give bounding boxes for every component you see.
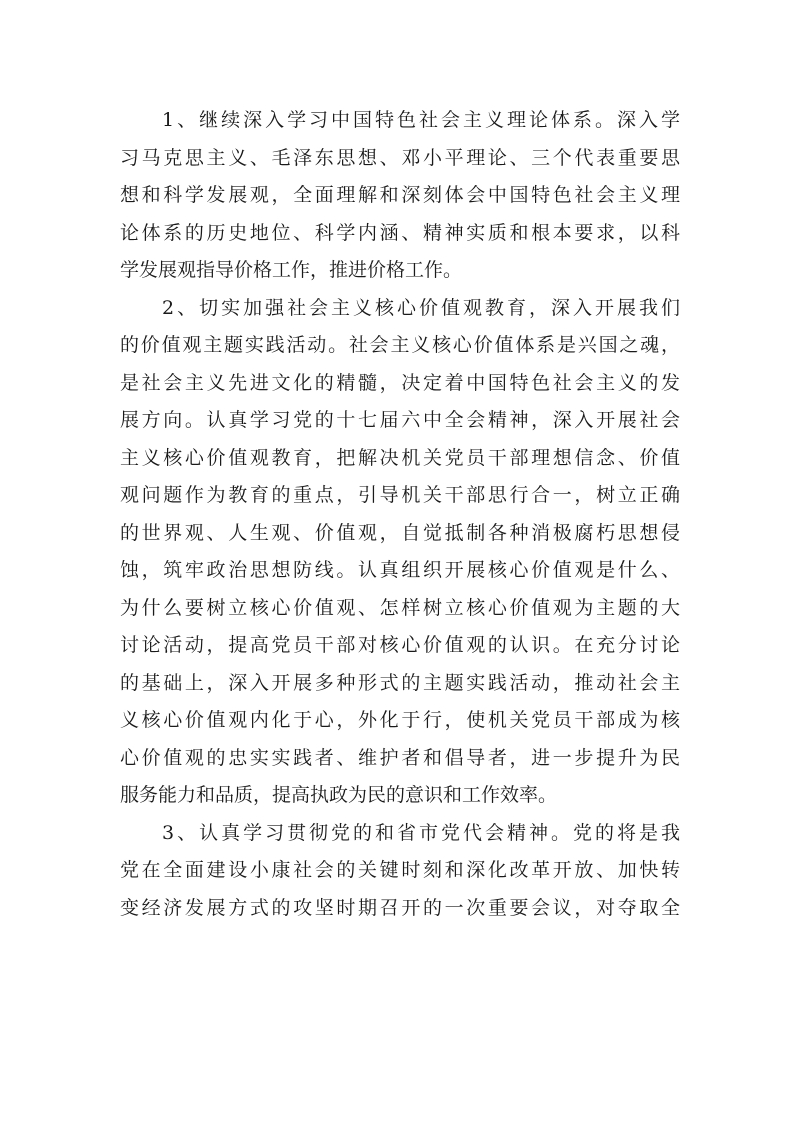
paragraph-3-line-1: 3、认真学习贯彻党的和省市党代会精神。党的将是我 — [162, 821, 680, 844]
paragraph-1-line-1: 1、继续深入学习中国特色社会主义理论体系。深入学 — [162, 109, 680, 131]
paragraph-2-line-1: 2、切实加强社会主义核心价值观教育，深入开展我们 — [162, 296, 680, 319]
paragraph-2-line-4: 展方向。认真学习党的十七届六中全会精神，深入开展社会 — [120, 409, 680, 431]
paragraph-2-line-10: 讨论活动，提高党员干部对核心价值观的认识。在充分讨论 — [120, 634, 680, 656]
paragraph-2-line-12: 义核心价值观内化于心，外化于行，使机关党员干部成为核 — [120, 709, 680, 731]
paragraph-2-line-6: 观问题作为教育的重点，引导机关干部思行合一，树立正确 — [120, 484, 680, 506]
document-body — [120, 102, 680, 927]
paragraph-2-line-11: 的基础上，深入开展多种形式的主题实践活动，推动社会主 — [120, 671, 680, 694]
paragraph-2-line-13: 心价值观的忠实实践者、维护者和倡导者，进一步提升为民 — [120, 746, 680, 769]
paragraph-1-line-2: 习马克思主义、毛泽东思想、邓小平理论、三个代表重要思 — [120, 146, 680, 169]
paragraph-2-line-5: 主义核心价值观教育，把解决机关党员干部理想信念、价值 — [120, 446, 680, 469]
paragraph-3-line-3: 变经济发展方式的攻坚时期召开的一次重要会议，对夺取全 — [120, 896, 680, 919]
paragraph-2-line-9: 为什么要树立核心价值观、怎样树立核心价值观为主题的大 — [120, 596, 680, 619]
paragraph-1-line-4: 论体系的历史地位、科学内涵、精神实质和根本要求，以科 — [120, 221, 680, 244]
paragraph-2-line-7: 的世界观、人生观、价值观，自觉抵制各种消极腐朽思想侵 — [120, 521, 680, 544]
paragraph-2-line-3: 是社会主义先进文化的精髓，决定着中国特色社会主义的发 — [120, 371, 680, 394]
paragraph-2-line-8: 蚀，筑牢政治思想防线。认真组织开展核心价值观是什么、 — [120, 559, 680, 581]
paragraph-2-line-14: 服务能力和品质，提高执政为民的意识和工作效率。 — [120, 784, 558, 806]
paragraph-3-line-2: 党在全面建设小康社会的关键时刻和深化改革开放、加快转 — [120, 859, 680, 881]
paragraph-2-line-2: 的价值观主题实践活动。社会主义核心价值体系是兴国之魂， — [120, 334, 680, 356]
paragraph-1-line-5: 学发展观指导价格工作，推进价格工作。 — [120, 259, 463, 281]
paragraph-1-line-3: 想和科学发展观，全面理解和深刻体会中国特色社会主义理 — [120, 184, 680, 206]
